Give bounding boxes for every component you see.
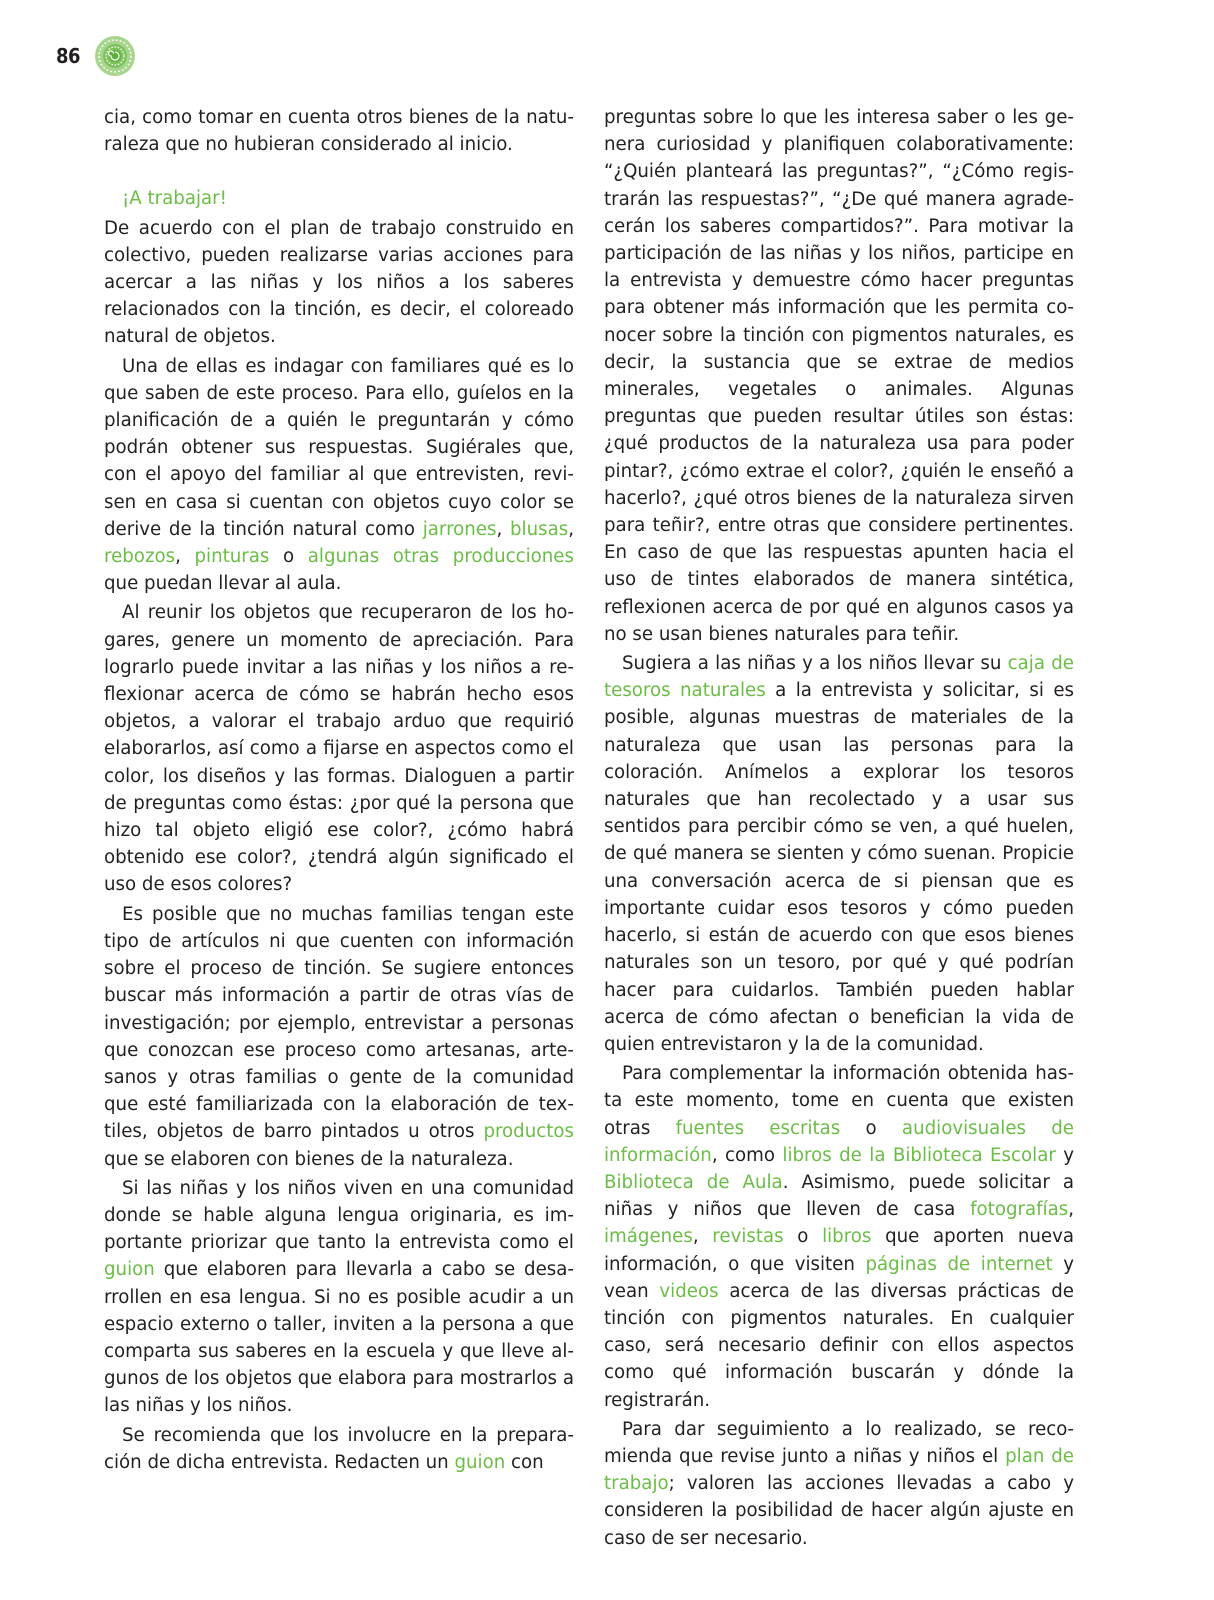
link-rebozos[interactable]: rebozos — [104, 546, 176, 568]
right-column — [604, 104, 1074, 1554]
link-libros[interactable]: libros — [822, 1226, 872, 1248]
paragraph: Si las niñas y los niños viven en una comunidad donde se hable alguna lengua originaria, es importante priorizar que tanto la entrevista como el guion que elaboren para llevarla a cabo se desarrollen en esa lengua. Si no es posible acudir a un espacio externo o taller, inviten a la persona a que comparta sus saberes en la escuela y que lleve algunos de los objetos que elabora para mostrarlos a las niñas y los niños. — [104, 1177, 574, 1417]
paragraph: Para dar seguimiento a lo realizado, se recomienda que revise junto a niñas y niños el plan de trabajo; valoren las acciones llevadas a cabo y consideren la posibilidad de hacer algún ajuste en caso de ser necesario. — [604, 1418, 1074, 1549]
link-videos[interactable]: videos — [659, 1280, 719, 1302]
link-pinturas[interactable]: pinturas — [194, 546, 270, 568]
link-productos[interactable]: productos — [483, 1121, 574, 1143]
paragraph: Se recomienda que los involucre en la preparación de dicha entrevista. Redacten un guion con — [104, 1424, 574, 1473]
link-blusas[interactable]: blusas — [509, 518, 569, 540]
link-plan-de-trabajo[interactable]: plan de trabajo — [604, 1445, 1074, 1495]
link-fuentes-escritas[interactable]: fuentes escritas — [675, 1117, 841, 1139]
link-imagenes[interactable]: imágenes — [604, 1226, 693, 1248]
paragraph: De acuerdo con el plan de trabajo construido en colectivo, pueden realizarse varias acciones para acercar a las niñas y los niños a los saberes relacionados con la tinción, es decir, el coloreado natural de objetos. — [104, 217, 574, 348]
page-header — [56, 38, 136, 74]
link-guion[interactable]: guion — [454, 1451, 506, 1473]
link-biblioteca-de-aula[interactable]: Biblioteca de Aula — [604, 1171, 783, 1193]
paragraph: Para complementar la información obtenida hasta este momento, tome en cuenta que existen otras fuentes escritas o audiovisuales de información, como libros de la Biblioteca Escolar y Biblioteca de Aula. Asimismo, puede solicitar a niñas y niños que lleven de casa fotografías, imágenes, revistas o libros que aporten nueva información, o que visiten páginas de internet y vean videos acerca de las diversas prácticas de tinción con pigmentos naturales. En cualquier caso, será necesario definir con ellos aspectos como qué información buscarán y dónde la registrarán. — [604, 1063, 1075, 1411]
link-paginas-de-internet[interactable]: páginas de internet — [865, 1253, 1053, 1275]
section-heading: ¡A trabajar! — [122, 188, 227, 210]
green-spiral-icon — [94, 35, 136, 77]
link-caja-de-tesoros[interactable]: caja de tesoros naturales — [604, 653, 1074, 702]
paragraph: cia, como tomar en cuenta otros bienes de la naturaleza que no hubieran considerado al inicio. — [104, 107, 574, 156]
link-audiovisuales[interactable]: audiovisuales de información — [604, 1117, 1074, 1166]
left-column — [104, 104, 574, 1478]
paragraph: Al reunir los objetos que recuperaron de los hogares, genere un momento de apreciación. Para lograrlo puede invitar a las niñas y los niños a reflexionar acerca de cómo se habrán hecho esos objetos, a valorar el trabajo arduo que requirió elaborarlos, así como a fijarse en aspectos como el color, los diseños y las formas. Dialoguen a partir de preguntas como éstas: ¿por qué la persona que hizo tal objeto eligió ese color?, ¿cómo habrá obtenido ese color?, ¿tendrá algún significado el uso de esos colores? — [104, 602, 574, 896]
link-guion[interactable]: guion — [104, 1259, 155, 1281]
link-fotografias[interactable]: fotografías — [970, 1199, 1069, 1221]
link-jarrones[interactable]: jarrones — [422, 518, 497, 540]
paragraph: preguntas sobre lo que les interesa saber o les genera curiosidad y planifiquen colaborativamente: “¿Quién planteará las preguntas?”, “¿Cómo registrarán las respuestas?”, “¿De qué manera agradecerán los saberes compartidos?”. Para motivar la participación de las niñas y los niños, participe en la entrevista y demuestre cómo hacer preguntas para obtener más información que les permita conocer sobre la tinción con pigmentos naturales, es decir, la sustancia que se extrae de medios minerales, vegetales o animales. Algunas preguntas que pueden resultar útiles son éstas: ¿qué productos de la naturaleza usa para poder pintar?, ¿cómo extrae el color?, ¿quién le enseñó a hacerlo?, ¿qué otros bienes de la naturaleza sirven para teñir?, entre otras que considere pertinentes. En caso de que las respuestas apunten hacia el uso de tintes elaborados de manera sintética, reflexionen acerca de por qué en algunos casos ya no se usan bienes naturales para teñir. — [604, 107, 1074, 645]
paragraph: Una de ellas es indagar con familiares qué es lo que saben de este proceso. Para ello, guíelos en la planificación de a quién le preguntarán y cómo podrán obtener sus respuestas. Sugiérales que, con el apoyo del familiar al que entrevisten, revisen en casa si cuentan con objetos cuyo color se derive de la tinción natural como jarrones, blusas, rebozos, pinturas o algunas otras producciones que puedan llevar al aula. — [104, 355, 574, 595]
link-otras-producciones[interactable]: algunas otras producciones — [307, 546, 574, 568]
page-number: 86 — [56, 44, 81, 68]
link-revistas[interactable]: revistas — [712, 1226, 784, 1248]
paragraph: Sugiera a las niñas y a los niños llevar su caja de tesoros naturales a la entrevista y solicitar, si es posible, algunas muestras de materiales de la naturaleza que usan las personas para la coloración. Anímelos a explorar los tesoros naturales que han recolectado y a usar sus sentidos para percibir cómo se ven, a qué huelen, de qué manera se sienten y cómo suenan. Propicie una conversación acerca de si piensan que es importante cuidar esos tesoros y cómo pueden hacerlo, si están de acuerdo con que esos bienes naturales son un tesoro, por qué y qué podrían hacer para cuidarlos. También pueden hablar acerca de cómo afectan o benefician la vida de quien entrevistaron y la de la comunidad. — [604, 653, 1075, 1055]
paragraph: Es posible que no muchas familias tengan este tipo de artículos ni que cuenten con información sobre el proceso de tinción. Se sugiere entonces buscar más información a partir de otras vías de investigación; por ejemplo, entrevistar a personas que conozcan ese proceso como artesanas, artesanos y otras familias o gente de la comunidad que esté familiarizada con la elaboración de textiles, objetos de barro pintados u otros productos que se elaboren con bienes de la naturaleza. — [104, 903, 574, 1170]
link-biblioteca-escolar[interactable]: libros de la Biblioteca Escolar — [782, 1144, 1056, 1166]
